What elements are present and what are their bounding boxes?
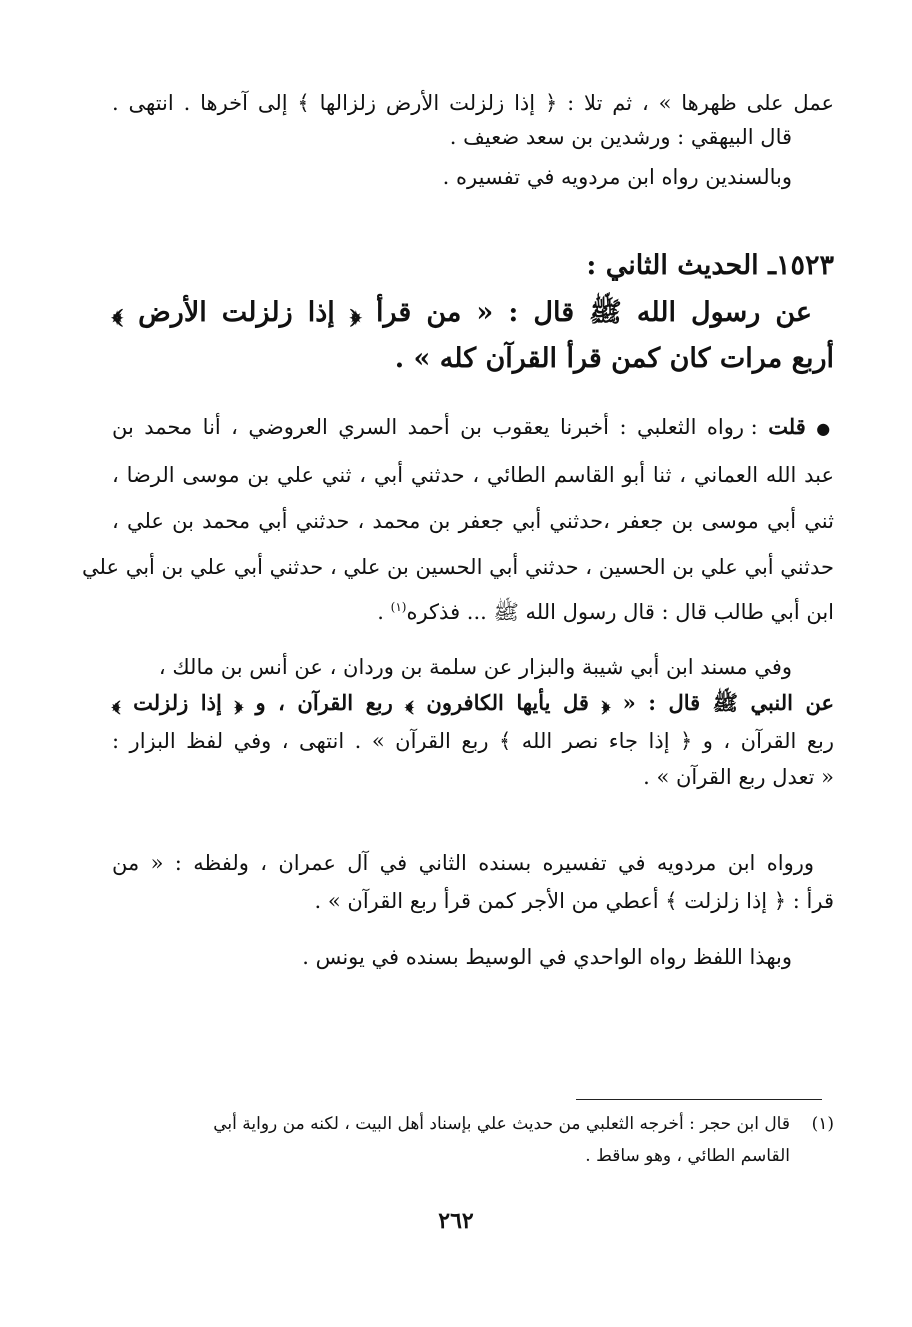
text-line: حدثني أبي علي بن الحسين ، حدثني أبي الحسين بن علي ، حدثني أبي علي بن أبي علي bbox=[82, 555, 834, 579]
page-number: ٢٦٢ bbox=[438, 1208, 474, 1234]
footnote-separator bbox=[576, 1099, 822, 1100]
qult-line-text: : رواه الثعلبي : أخبرنا يعقوب بن أحمد السري العروضي ، أنا محمد بن bbox=[112, 415, 758, 439]
text-line: « تعدل ربع القرآن » . bbox=[643, 765, 834, 789]
musnad-paragraph bbox=[112, 650, 834, 794]
footnote-text: قال ابن حجر : أخرجه الثعلبي من حديث علي بإسناد أهل البيت ، لكنه من رواية أبي bbox=[213, 1114, 790, 1134]
footnote-marker: (١) bbox=[811, 1114, 834, 1134]
text-line bbox=[112, 590, 834, 629]
text-line: ورواه ابن مردويه في تفسيره بسنده الثاني في آل عمران ، ولفظه : « من bbox=[112, 851, 814, 875]
hadith-text bbox=[112, 290, 834, 382]
hadith-line: عن رسول الله ﷺ قال : « من قرأ ﴿ إذا زلزلت الأرض ﴾ bbox=[112, 297, 812, 328]
mardawayh-paragraph bbox=[112, 846, 834, 918]
footnote-line bbox=[112, 1108, 834, 1140]
hadith-line: أربع مرات كان كمن قرأ القرآن كله » . bbox=[394, 343, 834, 374]
text-line: قال البيهقي : ورشدين بن سعد ضعيف . bbox=[449, 125, 792, 149]
footnote-line: القاسم الطائي ، وهو ساقط . bbox=[585, 1146, 790, 1166]
text-line: ربع القرآن ، و ﴿ إذا جاء نصر الله ﴾ ربع القرآن » . انتهى ، وفي لفظ البزار : bbox=[112, 729, 834, 753]
bullet-icon: ● bbox=[816, 419, 834, 438]
text-line bbox=[112, 410, 834, 446]
text-line: عبد الله العماني ، ثنا أبو القاسم الطائي ، حدثني أبي ، ثني علي بن موسى الرضا ، bbox=[112, 463, 834, 487]
qult-paragraph bbox=[82, 410, 834, 629]
qult-line-end: . bbox=[377, 600, 391, 624]
text-line: ثني أبي موسى بن جعفر ،حدثني أبي جعفر بن محمد ، حدثني أبي محمد بن علي ، bbox=[112, 509, 834, 533]
text-line: عن النبي ﷺ قال : « ﴿ قل يأيها الكافرون ﴾ ربع القرآن ، و ﴿ إذا زلزلت ﴾ bbox=[112, 690, 834, 715]
text-line: وفي مسند ابن أبي شيبة والبزار عن سلمة بن وردان ، عن أنس بن مالك ، bbox=[158, 655, 792, 679]
footnote-reference: (١) bbox=[390, 600, 407, 614]
qult-label: قلت bbox=[768, 414, 806, 439]
wahidi-paragraph bbox=[112, 940, 834, 974]
text-line: قرأ : ﴿ إذا زلزلت ﴾ أعطي من الأجر كمن قرأ ربع القرآن » . bbox=[314, 889, 834, 913]
top-paragraph bbox=[112, 86, 834, 194]
footnote bbox=[112, 1108, 834, 1172]
qult-line-text: ابن أبي طالب قال : قال رسول الله ﷺ ... فذكره bbox=[406, 600, 834, 624]
text-line: وبهذا اللفظ رواه الواحدي في الوسيط بسنده في يونس . bbox=[302, 945, 792, 969]
text-line: عمل على ظهرها » ، ثم تلا : ﴿ إذا زلزلت الأرض زلزالها ﴾ إلى آخرها . انتهى . bbox=[112, 91, 834, 115]
hadith-heading bbox=[112, 244, 834, 288]
hadith-number-title: ١٥٢٣ـ الحديث الثاني : bbox=[586, 250, 834, 281]
text-line: وبالسندين رواه ابن مردويه في تفسيره . bbox=[442, 165, 792, 189]
